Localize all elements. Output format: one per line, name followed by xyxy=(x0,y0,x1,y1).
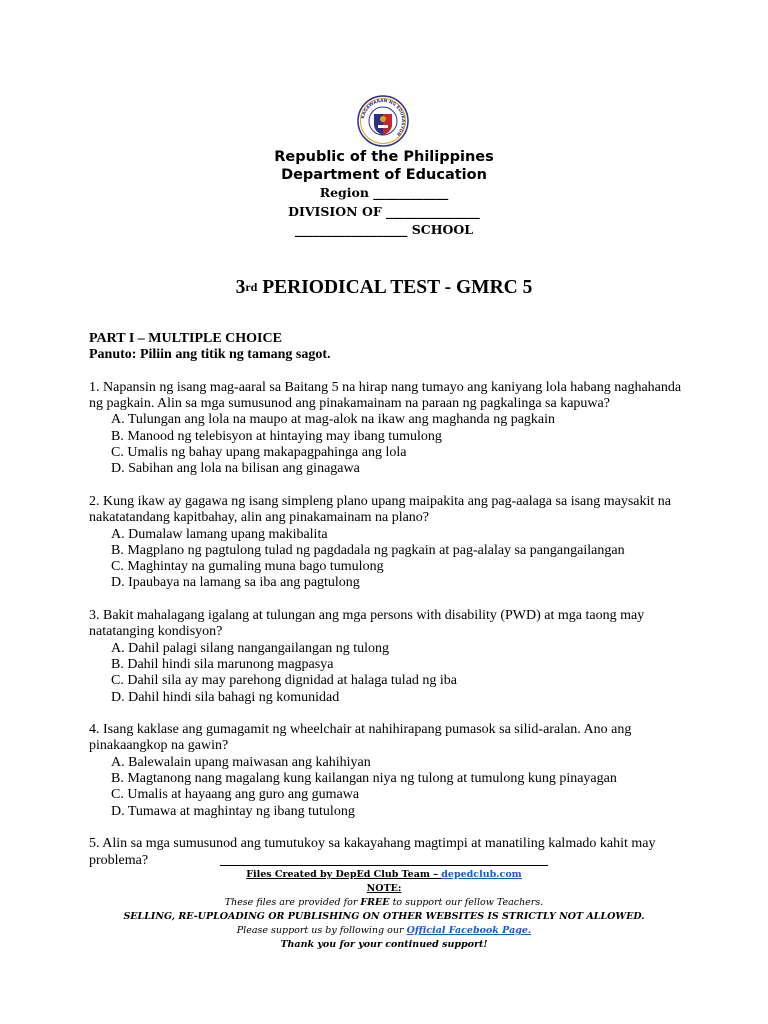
instruction: Panuto: Piliin ang titik ng tamang sagot. xyxy=(89,347,331,363)
credit-text: Files Created by DepEd Club Team – xyxy=(246,869,442,880)
footer-credit xyxy=(0,868,768,882)
option-a: A. Tulungan ang lola na maupo at mag-alok na ikaw ang maghanda ng pagkain xyxy=(111,412,556,428)
deped-seal-logo xyxy=(357,95,409,147)
republic-line: Republic of the Philippines xyxy=(274,149,494,165)
option-a: A. Dumalaw lamang upang makibalita xyxy=(111,526,328,542)
question-2 xyxy=(89,494,689,592)
option-b: B. Magplano ng pagtulong tulad ng pagdadala ng pagkain at pag-alalay sa pangangailangan xyxy=(111,542,625,558)
option-a: A. Dahil palagi silang nangangailangan ng tulong xyxy=(111,640,389,656)
test-content xyxy=(89,331,689,869)
option-d: D. Ipaubaya na lamang sa iba ang pagtulong xyxy=(111,575,360,591)
footer-support xyxy=(0,924,768,938)
header-school-info xyxy=(0,184,768,240)
option-d: D. Dahil hindi sila bahagi ng komunidad xyxy=(111,689,340,705)
depedclub-link[interactable]: depedclub.com xyxy=(441,869,522,880)
footer-note: NOTE: xyxy=(366,883,402,894)
question-text: 1. Napansin ng isang mag-aaral sa Baitang 5 na hirap nang tumayo ang kaniyang lola habang naghahanda ng pagkain. Alin sa mga sumusunod ang pinakamainam na paraan ng pagkalinga sa kapuwa? xyxy=(89,379,682,412)
question-4 xyxy=(89,722,689,820)
option-c: C. Umalis ng bahay upang makapagpahinga ang lola xyxy=(111,445,407,461)
option-c: C. Dahil sila ay may parehong dignidad at halaga tulad ng iba xyxy=(111,673,458,689)
division-line: DIVISION OF _______________ xyxy=(288,203,480,219)
option-b: B. Dahil hindi sila marunong magpasya xyxy=(111,656,334,672)
question-text: 3. Bakit mahalagang igalang at tulungan ang mga persons with disability (PWD) at mga taong may natatanging kondisyon? xyxy=(89,608,645,640)
option-c: C. Umalis at hayaang ang guro ang gumawa xyxy=(111,787,360,803)
support-pre: Please support us by following our xyxy=(236,925,407,936)
question-3 xyxy=(89,608,689,706)
page-footer xyxy=(0,865,768,952)
option-b: B. Manood ng telebisyon at hintaying may ibang tumulong xyxy=(111,428,442,444)
question-5 xyxy=(89,836,689,869)
school-line: __________________ SCHOOL xyxy=(294,222,474,237)
facebook-page-link[interactable]: Official Facebook Page. xyxy=(406,925,532,936)
footer-divider xyxy=(220,865,548,866)
part-heading: PART I – MULTIPLE CHOICE xyxy=(89,331,282,346)
question-text: 2. Kung ikaw ay gagawa ng isang simpleng plano upang maipakita ang pag-aalaga sa isang maysakit na nakatatandang kapitbahay, alin ang pinakamainam na plano? xyxy=(89,493,671,526)
footer-warning: SELLING, RE-UPLOADING OR PUBLISHING ON OTHER WEBSITES IS STRICTLY NOT ALLOWED. xyxy=(123,911,645,922)
option-b: B. Magtanong nang magalang kung kailangan niya ng tulong at tumulong kung pinayagan xyxy=(111,771,617,787)
title-text: PERIODICAL TEST - GMRC 5 xyxy=(257,277,533,298)
seal-text: KAGAWARAN NG EDUKASYON xyxy=(361,98,406,137)
region-line: Region ____________ xyxy=(319,185,449,200)
footer-thanks: Thank you for your continued support! xyxy=(280,939,488,950)
title-ordinal-number: 3 xyxy=(235,277,246,298)
question-text: 4. Isang kaklase ang gumagamit ng wheelchair at nahihirapang pumasok sa silid-aralan. Ano ang pinakaangkop na gawin? xyxy=(89,722,632,754)
footer-provided xyxy=(0,896,768,910)
option-c: C. Maghintay na gumaling muna bago tumulong xyxy=(111,559,384,575)
provided-pre: These files are provided for xyxy=(224,897,361,908)
option-d: D. Tumawa at maghintay ng ibang tutulong xyxy=(111,803,355,819)
provided-free: FREE xyxy=(360,897,390,908)
question-text: 5. Alin sa mga sumusunod ang tumutukoy sa kakayahang magtimpi at manatiling kalmado kahit may problema? xyxy=(89,836,656,868)
header-agency xyxy=(0,148,768,184)
option-d: D. Sabihan ang lola na bilisan ang ginagawa xyxy=(111,461,360,477)
title-ordinal-suffix: rd xyxy=(245,280,258,294)
question-1 xyxy=(89,380,689,478)
provided-post: to support our fellow Teachers. xyxy=(389,897,544,908)
test-title xyxy=(0,276,768,300)
option-a: A. Balewalain upang maiwasan ang kahihiyan xyxy=(111,754,371,770)
department-line: Department of Education xyxy=(281,167,487,183)
